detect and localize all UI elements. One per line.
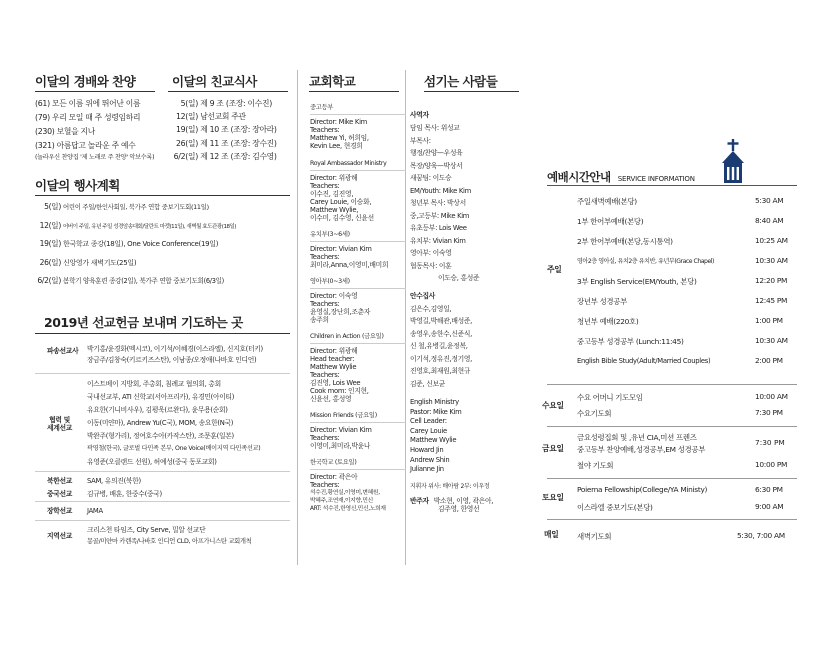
fellowship-text: 제 10 조 (조장: 장아라) [200, 125, 277, 135]
worship-group-daily [544, 521, 797, 551]
school-line: Director: 위광해 [310, 347, 358, 355]
mission-line: 유요한(기니비사우), 김평욱(르완다), 윤무용(순회) [87, 406, 228, 414]
worship-name: 중고등부 성경공부 (Lunch:11:45) [577, 337, 684, 346]
events-date: 19(일) [39, 239, 61, 248]
worship-time: 5:30, 7:00 AM [737, 531, 785, 540]
fellowship-text: 남선교회 주관 [200, 112, 246, 122]
praise-note: (놀라우신 찬양집 '제 노래로 주 찬양' 악보수록) [35, 154, 155, 161]
events-title: 이달의 행사계획 [35, 178, 120, 193]
mission-group-label: 장학선교 [47, 507, 73, 515]
school-line: 신윤선, 홍성영 [310, 395, 352, 403]
school-line: Head teacher: [310, 355, 355, 363]
worship-name: 2부 한어부예배(본당,동시통역) [577, 237, 673, 246]
servants-rule [424, 91, 519, 92]
worship-row [577, 256, 797, 265]
school-line: 송주희 [310, 316, 329, 324]
worship-day-label: 수요일 [542, 401, 564, 410]
worship-name: 장년부 성경공부 [577, 297, 627, 306]
worship-name: 이스라엘 중보기도(본당) [577, 503, 653, 512]
worship-row [577, 276, 797, 287]
mission-line: 김규병, 배훈, 한중수(중국) [87, 490, 162, 498]
fellowship-date: 19(일) [175, 125, 198, 135]
staff-line: 유치부: Vivian Kim [410, 236, 466, 245]
worship-divider [547, 519, 797, 520]
worship-day-label: 매일 [544, 530, 559, 539]
school-line: Director: Vivian Kim [310, 245, 372, 253]
mission-divider [35, 373, 290, 374]
school-line: 김진영, Lois Wee [310, 379, 361, 387]
deacon-head: 안수집사 [410, 291, 436, 300]
worship-row [577, 408, 797, 419]
worship-time: 12:20 PM [755, 276, 788, 285]
deacon-line: 진영호,최재원,최현규 [410, 367, 471, 375]
staff-line: 목장/양육—박상서 [410, 161, 463, 170]
servants-column [410, 111, 525, 513]
fellowship-title: 이달의 친교식사 [172, 74, 257, 89]
fellowship-rule [168, 91, 288, 92]
deacon-line: 김준, 신보균 [410, 379, 446, 388]
fellowship-date: 6/2(일) [173, 151, 198, 161]
mission-group-label: 파송선교사 [47, 347, 79, 355]
events-row [35, 222, 297, 241]
servants-title: 섬기는 사람들 [424, 74, 498, 89]
school-line: Teachers: [310, 253, 340, 261]
school-line: Matthew Yi, 허희임, [310, 134, 369, 142]
fellowship-date: 26(일) [175, 138, 198, 148]
worship-name: 3부 English Service(EM/Youth, 본당) [577, 277, 697, 286]
mission-line: JAMA [87, 507, 103, 515]
mission-divider [35, 471, 290, 472]
staff-line: 담임 목사: 위성교 [410, 124, 460, 132]
school-line: 이영미,최미라,박윤나 [310, 442, 371, 450]
worship-time: 10:25 AM [755, 236, 788, 245]
school-line: Teachers: [310, 126, 340, 134]
worship-row [577, 392, 797, 403]
worship-title: 예배시간안내 [547, 170, 611, 184]
mission-line: 유영준(오클랜드 선원), 허예성(중국 동포교회) [87, 458, 217, 466]
school-line: Teachers: [310, 434, 340, 442]
mission-line: 이동(미얀마), Andrew Yu(C국), MOM, 송요한(N국) [87, 419, 234, 427]
school-block-head: 유치부(3~6세) [310, 231, 406, 242]
fellowship-row [168, 112, 290, 125]
staff-line: 유초등부: Lois Wee [410, 224, 467, 232]
school-line: Matthew Wylie, [310, 206, 359, 214]
deacon-line: 신 철,유병길,윤정복, [410, 342, 468, 350]
school-block-head: 영아부(0~3세) [310, 278, 406, 289]
events-list [35, 203, 297, 296]
mission-line: 장금주/김창숙(키르키즈스탄), 이남종/오정애(나바호 인디언) [87, 356, 257, 364]
staff-line: EM/Youth: Mike Kim [410, 186, 471, 195]
em-line: Pastor: Mike Kim [410, 407, 462, 416]
mission-line: 국내선교부, ATI 신학교(서아프리카), 유경민(아이티) [87, 393, 235, 401]
mission-divider [35, 520, 290, 521]
worship-time: 12:45 PM [755, 296, 788, 305]
praise-item: (79) 우리 모일 때 주 성령임하리 [35, 113, 141, 122]
worship-time: 2:00 PM [755, 356, 783, 365]
school-block-head: Royal Ambassador Ministry [310, 160, 406, 171]
school-line: 최미라,Anna,이영미,배미희 [310, 261, 389, 269]
praise-item: (61) 모든 이름 위에 뛰어난 이름 [35, 99, 141, 108]
mission-rule [35, 333, 290, 334]
staff-line: 청년부 목사: 박상서 [410, 199, 466, 207]
mission-group-label: 북한선교 [47, 477, 73, 485]
worship-title-row [547, 166, 695, 185]
school-rule [309, 91, 399, 92]
school-line: Matthew Wylie [310, 363, 357, 371]
mission-line: 몽골/미얀마 카렌족/나바호 인디언 CLD, 아프가니스탄 교회개척 [87, 538, 252, 545]
school-line: 석수진,황연실,이영미,변혜원, [310, 490, 380, 496]
worship-row [577, 316, 797, 327]
mission-group [35, 380, 297, 470]
praise-item: (321) 아름답고 놀라운 주 예수 [35, 141, 136, 150]
worship-divider [547, 478, 797, 479]
worship-name: English Bible Study(Adult/Married Couples) [577, 357, 711, 365]
mission-line: 이스트베이 지방회, 주총회, 침례교 협의회, 총회 [87, 380, 221, 388]
fellowship-text: 제 9 조 (조장: 이수진) [200, 99, 272, 108]
staff-line: 협동목사: 이훈 [410, 261, 452, 270]
fellowship-row [168, 99, 290, 112]
school-line: Teachers: [310, 371, 340, 379]
worship-divider [547, 384, 797, 385]
mission-line: SAM, 유의진(북한) [87, 477, 141, 485]
worship-day-label: 토요일 [542, 493, 564, 502]
school-block-head: 중고등부 [310, 104, 406, 115]
school-line: 이수미, 김수영, 신윤선 [310, 214, 374, 222]
worship-name: 1부 한어부예배(본당) [577, 217, 644, 226]
events-rule [35, 195, 290, 196]
mission-divider [35, 501, 290, 502]
events-text: 신앙영가 새벽기도(25일) [63, 258, 137, 267]
worship-subtitle: SERVICE INFORMATION [617, 175, 695, 183]
worship-time: 10:00 AM [755, 392, 788, 401]
school-line: Director: Vivian Kim [310, 426, 372, 434]
worship-day-label: 주일 [547, 265, 562, 274]
staff-line: 새꿈팀: 이도승 [410, 174, 452, 182]
mission-line: 곽영철(한국), 글로벌 다민족 본부, One Voice(베이지역 다민족선교) [87, 445, 261, 452]
worship-row [577, 531, 797, 542]
worship-day-label: 금요일 [542, 444, 564, 453]
accompanist-line: 김주영, 한영선 [438, 504, 480, 513]
worship-row [577, 502, 797, 513]
accompanist-row [410, 497, 525, 505]
mission-line: 박완주(형가리), 정여호수아(카작스탄), 조문훈(일본) [87, 432, 234, 440]
fellowship-text: 제 11 조 (조장: 장수진) [200, 138, 277, 148]
conductor-line: 지휘자 위사: 배아람 2부: 이우정 [410, 482, 490, 490]
school-line: Teachers: [310, 182, 340, 190]
school-line: Carey Louie, 이승화, [310, 198, 372, 206]
worship-row [577, 196, 797, 207]
fellowship-date: 5(일) [180, 99, 198, 108]
worship-name: 주일새벽예배(본당) [577, 197, 637, 206]
worship-time: 7:30 PM [755, 438, 785, 447]
school-line: 이수진, 김진영, [310, 190, 354, 198]
em-line: Carey Louie [410, 426, 447, 435]
mission-line: 크리스천 타임즈, City Serve, 밀알 선교단 [87, 526, 206, 534]
worship-name: 중고등부 찬양예배,성경공부,EM 성경공부 [577, 445, 706, 454]
worship-row [577, 236, 797, 247]
fellowship-row [168, 152, 290, 165]
school-line: Director: Mike Kim [310, 118, 367, 126]
worship-row [577, 485, 797, 494]
column-divider [297, 70, 298, 565]
events-row [35, 277, 297, 296]
mission-group-label: 지역선교 [47, 532, 73, 540]
school-line: Cook mom: 인지현, [310, 387, 369, 395]
school-line: 박혜주,조연재,이지향,민신 [310, 498, 373, 504]
worship-name: 금요성령집회 및 ,유년 CIA,미션 프렌즈 [577, 433, 697, 442]
em-line: Andrew Shin [410, 455, 450, 464]
fellowship-list [168, 99, 290, 165]
worship-rule [547, 185, 797, 186]
school-title: 교회학교 [309, 74, 356, 89]
worship-divider [547, 426, 797, 427]
staff-line: 이도승, 홍성준 [438, 274, 480, 282]
worship-time: 10:30 AM [755, 336, 788, 345]
em-line: Matthew Wylie [410, 436, 457, 445]
events-text: 봄학기 양육훈련 종강(2일), 북가주 연합 중보기도회(6/3일) [63, 277, 224, 285]
worship-time: 9:00 AM [755, 502, 784, 511]
worship-time: 6:30 PM [755, 485, 783, 494]
staff-line: 영아부: 이숙영 [410, 249, 452, 257]
worship-name: 영아2층 영아실, 유치2층 유치반, 유년부(Grace Chapel) [577, 258, 714, 265]
fellowship-text: 제 12 조 (조장: 김수영) [200, 151, 277, 161]
worship-time: 5:30 AM [755, 196, 784, 205]
em-line: English Ministry [410, 398, 459, 406]
fellowship-row [168, 139, 290, 152]
worship-name: 청년부 예배(220호) [577, 317, 639, 326]
staff-line: 행정/찬양—우성육 [410, 149, 463, 157]
worship-name: 새벽기도회 [577, 532, 612, 541]
praise-title: 이달의 경배와 찬양 [35, 74, 136, 89]
staff-line: 중,고등부: Mike Kim [410, 211, 470, 220]
school-block-head: 한국학교 (토요일) [310, 459, 406, 470]
praise-item: (230) 보혈을 지나 [35, 127, 95, 136]
deacon-line: 박영길,박해관,배성준, [410, 317, 472, 325]
worship-group-saturday [542, 480, 797, 520]
mission-title: 2019년 선교헌금 보내며 기도하는 곳 [44, 315, 243, 330]
em-line: Cell Leader: [410, 417, 447, 426]
events-row [35, 240, 297, 259]
worship-name: 철야 기도회 [577, 461, 614, 470]
mission-group-label: 협력 및 세계선교 [47, 416, 73, 432]
events-date: 12(일) [39, 220, 61, 230]
worship-time: 10:00 PM [755, 460, 788, 469]
school-line: ART: 석수진,한영신,민신,노희재 [310, 506, 386, 512]
mission-group-label: 중국선교 [47, 490, 73, 498]
church-icon [719, 139, 747, 183]
deacon-line: 김은수,김영일, [410, 304, 452, 313]
worship-name: Poiema Fellowship(College/YA Ministy) [577, 485, 708, 494]
worship-time: 8:40 AM [755, 216, 784, 225]
staff-line: 부목사: [410, 136, 431, 145]
worship-time: 1:00 PM [755, 316, 783, 325]
school-line: Teachers: [310, 481, 340, 489]
em-line: Julianne Jin [410, 465, 444, 474]
accompanist-line: 박소현, 이영, 곽은아, [433, 496, 494, 505]
school-column [310, 104, 406, 513]
staff-head: 사역자 [410, 111, 429, 119]
worship-group-friday [542, 428, 797, 480]
school-line: Teachers: [310, 300, 340, 308]
school-line: Director: 이숙영 [310, 292, 358, 300]
events-date: 6/2(일) [37, 276, 61, 285]
school-line: Director: 위광해 [310, 174, 358, 182]
accompanist-label: 반주자 [410, 496, 429, 505]
events-text: 어린이 주일/한인사회일, 북가주 연합 중보기도회(11일) [63, 203, 209, 211]
events-text: 한국학교 종강(18일), One Voice Conference(19일) [63, 240, 219, 248]
worship-group-wednesday [542, 386, 797, 430]
worship-row [577, 460, 797, 471]
events-row [35, 259, 297, 278]
praise-list [35, 99, 154, 162]
events-row [35, 203, 297, 222]
school-block-head: Mission Friends (금요일) [310, 412, 406, 423]
fellowship-date: 12(일) [175, 112, 198, 122]
school-line: 윤영실,장난희,조춘자 [310, 308, 371, 316]
worship-row [577, 296, 797, 307]
deacon-line: 이기석,정유진,정기영, [410, 354, 472, 363]
worship-row [577, 336, 797, 347]
school-block-head: Children in Action (금요일) [310, 333, 406, 344]
worship-name: 수요기도회 [577, 409, 612, 418]
em-line: Howard Jin [410, 445, 444, 454]
events-date: 5(일) [44, 202, 61, 211]
worship-group-sunday [547, 190, 797, 380]
events-date: 26(일) [39, 257, 61, 267]
worship-time: 7:30 PM [755, 408, 783, 417]
mission-line: 박기홍/윤경화(멕시코), 이기석/이혜경(이스라엘), 신지호(터키) [87, 345, 263, 353]
praise-rule [35, 91, 155, 92]
fellowship-row [168, 125, 290, 138]
worship-time: 10:30 AM [755, 256, 788, 265]
school-line: Kevin Lee, 현경희 [310, 142, 363, 150]
events-text: 어버이 주일, 유년 주일 성경암송대회/달란트 마켓(11일), 새벽월 효도관광(18일) [63, 223, 237, 230]
worship-row [577, 356, 797, 365]
worship-name: 수요 어머니 기도모임 [577, 393, 643, 402]
school-line: Director: 곽은아 [310, 473, 358, 481]
deacon-line: 송영우,송한수,신준식, [410, 329, 472, 338]
worship-row [577, 216, 797, 227]
